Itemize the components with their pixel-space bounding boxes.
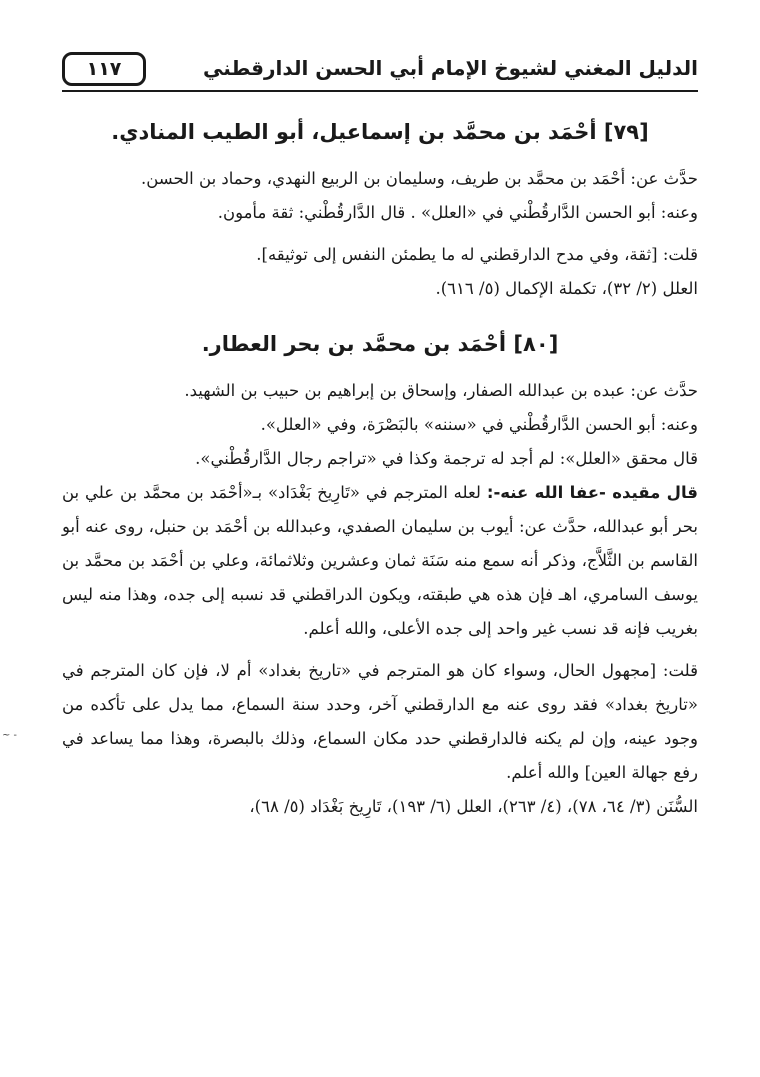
entry-80-sources: السُّنَن (٣/ ٦٤، ٧٨)، (٤/ ٢٦٣)، العلل (٦/ ١٩٣)، تَارِيخ بَغْدَاد (٥/ ٦٨)، bbox=[249, 797, 698, 816]
entry-80-narrated-from: حدَّث عن: عبده بن عبدالله الصفار، وإسحاق بن إبراهيم بن حبيب بن الشهيد. bbox=[184, 381, 698, 400]
entry-80-editor-note: قال محقق «العلل»: لم أجد له ترجمة وكذا في «تراجم رجال الدَّارقُطْني». bbox=[195, 449, 698, 468]
entry-80-title: [٨٠] أحْمَد بن محمَّد بن بحر العطار. bbox=[201, 332, 559, 356]
entry-80-author-note-text: لعله المترجم في «تَارِيخ بَغْدَاد» بـ«أحْمَد بن محمَّد بن علي بن بحر أبو عبدالله، حدَّث عن: أيوب بن سليمان الصفدي، وعبدالله بن أحْمَد بن حنبل، روى عنه أبو القاسم بن الثَّلاَّج، وذكر أنه سمع منه سَنَة ثمان وعشرين وثلاثمائة، وعلي بن أحْمَد بن محمَّد بن يوسف السامري، اهـ فإن هذه هي طبقته، ويكون الدراقطني قد نسبه إلى جده، وهذا منه ليس بغريب فإنه قد نسب غير واحد إلى جده الأعلى، والله أعلم. bbox=[62, 483, 698, 638]
margin-scan-mark: ~ - bbox=[2, 730, 17, 741]
entry-79-sources: العلل (٢/ ٣٢)، تكملة الإكمال (٥/ ٦١٦). bbox=[435, 279, 698, 298]
entry-79-narrators: وعنه: أبو الحسن الدَّارقُطْني في «العلل» . قال الدَّارقُطْني: ثقة مأمون. bbox=[217, 203, 698, 222]
page-header bbox=[62, 50, 698, 94]
entry-80-note-label: قلت: bbox=[662, 661, 699, 680]
entry-80-note-text: [مجهول الحال، وسواء كان هو المترجم في «تاريخ بغداد» أم لا، فإن كان المترجم في «تاريخ بغداد» فقد روى عنه مع الدارقطني آخر، وحدد سنة السماع، مما يدل على تأكده من وجود عينه، وإن لم يكنه فالدارقطني حدد مكان السماع، وذلك بالبصرة، وهذا مما يساعد في رفع جهالة العين] والله أعلم. bbox=[62, 661, 698, 782]
page-number: ١١٧ bbox=[62, 52, 146, 86]
entry-79-note-text: [ثقة، وفي مدح الدارقطني له ما يطمئن النفس إلى توثيقه]. bbox=[256, 245, 658, 264]
entry-80-note bbox=[62, 654, 698, 790]
entry-80-author-note bbox=[62, 476, 698, 646]
entry-79-narrated-from: حدَّث عن: أحْمَد بن محمَّد بن طريف، وسليمان بن الربيع النهدي، وحماد بن الحسن. bbox=[140, 169, 698, 188]
entry-79-note-label: قلت: bbox=[662, 245, 698, 264]
entry-79-title: [٧٩] أحْمَد بن محمَّد بن إسماعيل، أبو الطيب المنادي. bbox=[111, 120, 649, 144]
entry-79-note bbox=[62, 238, 698, 272]
page-body bbox=[62, 108, 698, 824]
running-title: الدليل المغني لشيوخ الإمام أبي الحسن الدارقطني bbox=[203, 56, 698, 80]
entry-80-narrators: وعنه: أبو الحسن الدَّارقُطْني في «سننه» بالبَصْرَة، وفي «العلل». bbox=[260, 415, 698, 434]
header-rule bbox=[62, 90, 698, 92]
entry-80-author-note-label: قال مقيده -عفا الله عنه-: bbox=[486, 483, 698, 502]
